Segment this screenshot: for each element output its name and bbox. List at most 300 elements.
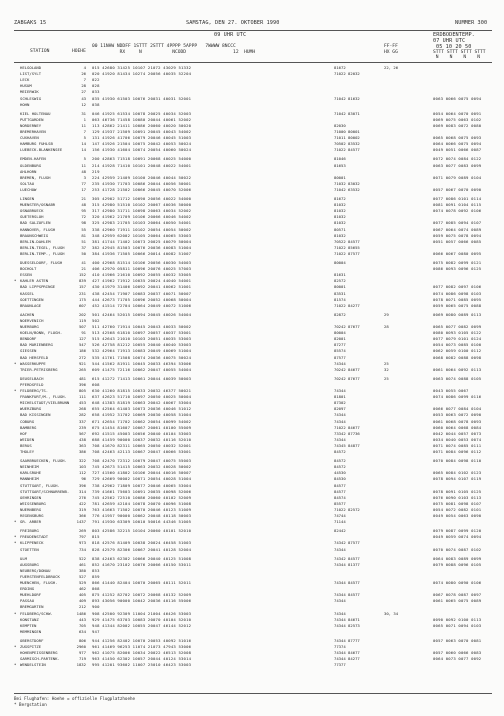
table-row bbox=[0, 604, 504, 609]
station-name: OEHRINGEN bbox=[20, 494, 42, 500]
soil-temperatures: 0075 0082 0099 0121 bbox=[433, 260, 482, 265]
soil-temperatures: 0060 0064 0068 0084 bbox=[433, 424, 482, 430]
weather-code: 81653 bbox=[334, 162, 346, 168]
station-name: BAD HERSFELD bbox=[20, 354, 49, 360]
soil-temperatures: 0069 0075 0063 0102 bbox=[433, 116, 482, 122]
table-row bbox=[0, 220, 504, 225]
station-height: 43 bbox=[81, 95, 86, 101]
table-row bbox=[0, 443, 504, 448]
station-height: 443 bbox=[78, 616, 86, 622]
table-row bbox=[0, 324, 504, 329]
station-height: 7 bbox=[83, 77, 86, 83]
synop-code: 035 41930 61503 10076 20031 40031 52001 bbox=[92, 95, 192, 101]
synop-code: 338 42960 71911 10102 20054 40054 50002 bbox=[92, 226, 192, 232]
synop-code: 948 41344 82002 10055 20047 46144 52012 bbox=[92, 622, 192, 628]
station-name: BREMEN, FLUGH bbox=[20, 174, 51, 180]
table-row bbox=[0, 260, 504, 265]
table-row bbox=[0, 388, 504, 393]
soil-temperatures: 0065 0071 0094 0103 bbox=[433, 622, 482, 628]
table-row bbox=[0, 547, 504, 552]
table-row bbox=[0, 528, 504, 533]
gust-value: 28 bbox=[384, 324, 389, 329]
weather-code: 81672 bbox=[334, 196, 346, 201]
table-row bbox=[0, 111, 504, 116]
station-height: 276 bbox=[78, 494, 86, 500]
soil-temperatures: 0069 0083 0072 0080 bbox=[433, 122, 482, 128]
station-height: 127 bbox=[78, 336, 86, 342]
synop-code: 320 41962 21709 10106 20066 40046 54002 bbox=[92, 214, 192, 220]
soil-temperatures: 0064 0083 0089 0099 bbox=[433, 555, 482, 561]
table-row bbox=[0, 449, 504, 454]
table-row bbox=[0, 592, 504, 597]
soil-temperatures: 0086 0093 0096 0125 bbox=[433, 266, 482, 272]
station-height: 272 bbox=[78, 354, 86, 360]
station-height: 212 bbox=[78, 604, 86, 610]
col-hx: HX GG bbox=[384, 50, 398, 55]
synop-code: 838 42463 62302 10066 20040 40125 51008 bbox=[92, 555, 192, 561]
station-height: 462 bbox=[78, 586, 86, 592]
station-height: 55 bbox=[81, 226, 86, 232]
station-height: 48 bbox=[81, 202, 86, 208]
synop-code: 608 bbox=[92, 381, 100, 387]
soil-temperatures: 0074 0078 0092 0106 bbox=[433, 208, 482, 214]
station-height: 17 bbox=[81, 186, 86, 192]
col-synop: 00 11NHW NDDFF 1STTT 2STTT 4PPPP 5APPP 7WWWW 8NCCC bbox=[92, 44, 236, 49]
station-height: 28 bbox=[81, 83, 86, 89]
synop-code: 727 41560 41802 10106 20044 40016 50007 bbox=[92, 470, 192, 476]
col-soil: STTT STTT STTT STTT bbox=[433, 50, 486, 55]
station-name: LECK bbox=[20, 77, 30, 83]
table-row bbox=[0, 297, 504, 302]
synop-code: 866 41440 82404 10070 20065 40111 52011 bbox=[92, 580, 192, 585]
weather-code: 74344 bbox=[334, 412, 346, 418]
station-height: 268 bbox=[78, 406, 86, 412]
weather-code: 71011 80002 bbox=[334, 135, 360, 141]
station-name: KLIPPENECK bbox=[20, 540, 44, 546]
table-row bbox=[0, 336, 504, 341]
table-row bbox=[0, 251, 504, 256]
station-height: 37 bbox=[81, 244, 86, 250]
weather-code: 80001 bbox=[334, 174, 346, 180]
weather-code: 85574 bbox=[334, 348, 346, 354]
station-name: HUSUM bbox=[20, 83, 32, 89]
weather-code: 71144 bbox=[334, 519, 346, 525]
table-row bbox=[0, 169, 504, 174]
col-synop-sub: RX N NCODD 12 HUMH bbox=[92, 50, 256, 55]
station-name: EMDEN-HAFEN bbox=[20, 156, 46, 162]
synop-code: 502 bbox=[92, 317, 100, 323]
synop-code: 384 41936 71505 10066 20014 40082 51007 bbox=[92, 250, 192, 256]
station-name: KASSEL bbox=[20, 290, 35, 296]
weather-code: 83531 bbox=[334, 290, 346, 296]
soil-temperatures: 0059 0075 0078 0094 bbox=[433, 232, 482, 238]
synop-code: 688 41459 90000 10037 20032 40116 52010 bbox=[92, 436, 192, 442]
table-row bbox=[0, 117, 504, 122]
weather-code: 71022 82032 bbox=[334, 71, 360, 77]
soil-temperatures: 0080 0093 0105 0122 bbox=[433, 330, 482, 336]
table-row bbox=[0, 419, 504, 424]
station-name: MANNHEIM bbox=[20, 476, 39, 482]
soil-temperatures: 0068 0082 0088 0098 bbox=[433, 354, 482, 360]
station-height: 186 bbox=[78, 348, 86, 354]
station-height: 529 bbox=[78, 580, 86, 585]
soil-temperatures: 0071 0084 0096 0112 bbox=[433, 449, 482, 454]
station-height: 282 bbox=[78, 412, 86, 418]
station-name: KEMPTEN bbox=[20, 622, 37, 628]
synop-code: 131 41926 41706 10079 20046 40045 51003 bbox=[92, 135, 192, 141]
synop-code: 908 42500 92309 11004 21004 46426 53003 bbox=[92, 610, 192, 616]
station-name: BERUS bbox=[20, 442, 32, 448]
weather-code: 71042 63532 bbox=[334, 186, 360, 192]
station-height: 26 bbox=[81, 71, 86, 77]
mountain-station-marker: * bbox=[14, 519, 17, 525]
table-row bbox=[0, 464, 504, 469]
station-name: AUGSBURG bbox=[20, 561, 39, 567]
station-height: 973 bbox=[78, 540, 86, 546]
station-name: BREMERHAVEN bbox=[20, 129, 46, 134]
station-height: 522 bbox=[78, 555, 86, 561]
table-row bbox=[0, 303, 504, 308]
bulletin-number: NUMMER 300 bbox=[455, 20, 488, 26]
station-name: BAMBERG bbox=[20, 424, 37, 430]
station-height: 175 bbox=[78, 296, 86, 302]
soil-temperatures: 0071 0074 0085 0111 bbox=[433, 442, 482, 448]
synop-code: 224 42959 21409 10100 20046 40044 50022 bbox=[92, 174, 192, 180]
weather-code: 81032 bbox=[334, 232, 346, 238]
weather-code: 77377 bbox=[334, 662, 346, 668]
mountain-station-marker: * bbox=[14, 662, 17, 668]
weather-code: 82872 bbox=[334, 311, 346, 317]
station-name: DUESSELDORF, FLUGH bbox=[20, 260, 63, 265]
table-row bbox=[0, 129, 504, 134]
weather-code: 70502 83532 bbox=[334, 141, 360, 147]
table-row bbox=[0, 400, 504, 405]
station-height: 363 bbox=[78, 442, 86, 448]
synop-code: 875 41252 82702 10072 20068 40132 52009 bbox=[92, 592, 192, 598]
weather-code: 81032 bbox=[334, 214, 346, 220]
table-row bbox=[0, 507, 504, 512]
table-row bbox=[0, 650, 504, 655]
soil-temperatures: 0078 0094 0107 0119 bbox=[433, 476, 482, 482]
station-name: BRAUNSCHWEIG bbox=[20, 232, 49, 238]
station-name: THOLEY bbox=[20, 449, 35, 454]
table-row bbox=[0, 187, 504, 192]
station-name: HELGOLAND bbox=[20, 65, 42, 70]
station-name: STOETTEN bbox=[20, 546, 39, 552]
weather-code: 87577 bbox=[334, 354, 346, 360]
station-name: BAD LIPPSPRINGE bbox=[20, 284, 56, 290]
table-row bbox=[0, 272, 504, 277]
soil-temperatures: 0074 0086 0098 0103 bbox=[433, 290, 482, 296]
soil-temperatures: 0054 0073 0085 0100 bbox=[433, 342, 482, 348]
table-row bbox=[0, 382, 504, 387]
station-name: KOELN/BONN, FLUGH. bbox=[20, 330, 63, 336]
table-row bbox=[0, 458, 504, 463]
station-height: 50 bbox=[81, 250, 86, 256]
station-height: 977 bbox=[78, 650, 86, 656]
soil-temp-time: 07 UHR UTC bbox=[433, 38, 466, 44]
synop-code: 200 42863 71518 10091 20068 40025 54000 bbox=[92, 156, 192, 162]
soil-temperatures: 0077 0086 0101 0114 bbox=[433, 196, 482, 201]
synop-code: 038 bbox=[92, 101, 100, 107]
col-hoehe: HOEHE bbox=[72, 49, 86, 54]
soil-temperatures: 0074 0080 0090 0106 bbox=[433, 580, 482, 585]
station-name: NUERNBERG bbox=[20, 506, 42, 512]
synop-code: 648 41383 81819 10063 20042 40067 53004 bbox=[92, 400, 192, 406]
synop-code: 513 42568 61810 10097 20057 40037 53001 bbox=[92, 330, 192, 336]
station-height: 719 bbox=[78, 656, 86, 662]
station-name: TRIER-PETRISBERG bbox=[20, 366, 58, 372]
soil-temperatures: 0063 0077 0083 0099 bbox=[433, 162, 482, 168]
station-height: 921 bbox=[78, 360, 86, 366]
station-name: KARLSRUHE bbox=[20, 470, 42, 476]
weather-code: 84572 bbox=[334, 449, 346, 454]
station-height: 51 bbox=[81, 238, 86, 244]
soil-temperatures: 0054 0072 0082 0101 bbox=[433, 506, 482, 512]
station-name: CUXHAVEN bbox=[20, 135, 39, 141]
table-row bbox=[0, 202, 504, 207]
weather-code: 71022 82572 bbox=[334, 506, 360, 512]
station-name: NORDERNEY bbox=[20, 122, 42, 128]
soil-temperatures: 0054 0064 0070 0091 bbox=[433, 110, 482, 116]
table-row bbox=[0, 437, 504, 442]
weather-code: 74342 87577 bbox=[334, 540, 360, 546]
synop-code: 900 bbox=[92, 604, 100, 610]
synop-code: 253 41728 21502 10066 20045 40070 52006 bbox=[92, 186, 192, 192]
station-name: BOCHOLT bbox=[20, 266, 37, 272]
soil-temperatures: 0049 0054 0063 0090 bbox=[433, 513, 482, 518]
station-name: OLDENBURG bbox=[20, 162, 42, 168]
station-height: 269 bbox=[78, 528, 86, 534]
synop-code: 325 42983 21705 10103 20064 40050 54001 bbox=[92, 220, 192, 226]
station-height: 7 bbox=[83, 129, 86, 134]
weather-code: 74344 bbox=[334, 388, 346, 393]
weather-code: 84577 bbox=[334, 488, 346, 494]
station-height: 112 bbox=[78, 470, 86, 476]
synop-code: 853 bbox=[92, 567, 100, 573]
weather-code: 74344 bbox=[334, 610, 346, 616]
gust-value: 25 bbox=[384, 360, 389, 366]
table-row bbox=[0, 483, 504, 488]
station-height: 152 bbox=[78, 272, 86, 278]
table-row bbox=[0, 586, 504, 591]
weather-code: 84572 bbox=[334, 464, 346, 470]
soil-temperatures: 0090 0092 0100 0113 bbox=[433, 616, 482, 622]
table-row bbox=[0, 617, 504, 622]
station-name: DEUSELBACH bbox=[20, 375, 44, 381]
station-name: GR. ARBER bbox=[20, 519, 42, 525]
weather-code: 84574 bbox=[334, 494, 346, 500]
weather-code: 81032 bbox=[334, 208, 346, 214]
gust-value: 22, 26 bbox=[384, 65, 399, 70]
table-row bbox=[0, 291, 504, 296]
station-height: 409 bbox=[78, 598, 86, 604]
station-name: STUTTGART/SCHNARRENB. bbox=[20, 488, 70, 494]
synop-code: 929 41475 63703 10083 20070 40104 52010 bbox=[92, 616, 192, 622]
table-row bbox=[0, 342, 504, 347]
soil-temperatures: 0079 0088 0096 0105 bbox=[433, 561, 482, 567]
synop-code: 410 41966 21610 10092 20055 40032 53005 bbox=[92, 272, 192, 278]
station-height: 634 bbox=[78, 628, 86, 634]
station-name: ZUGSPITZE bbox=[20, 644, 42, 649]
table-row bbox=[0, 489, 504, 494]
station-height: 396 bbox=[78, 381, 86, 387]
station-name: NUERBURG bbox=[20, 324, 39, 329]
mountain-station-marker: * bbox=[14, 360, 17, 366]
station-height: 705 bbox=[78, 622, 86, 628]
station-height: 5 bbox=[83, 135, 86, 141]
station-name: FELDBERG/SCHW. bbox=[20, 610, 53, 616]
weather-code: 74344 84577 bbox=[334, 592, 360, 598]
synop-code: 427 41962 71912 10035 20024 44040 54001 bbox=[92, 278, 192, 284]
soil-temperatures: 0066 0077 0084 0104 bbox=[433, 406, 482, 412]
synop-code: 763 41663 71502 10070 20046 40123 51009 bbox=[92, 506, 192, 512]
table-row bbox=[0, 623, 504, 628]
station-height: 366 bbox=[78, 513, 86, 518]
table-row bbox=[0, 470, 504, 475]
weather-code: 74344 bbox=[334, 360, 346, 366]
synop-code: 400 42968 81514 10106 20056 40030 54003 bbox=[92, 260, 192, 265]
soil-temperatures: 0077 0082 0097 0106 bbox=[433, 284, 482, 290]
station-height: 567 bbox=[78, 430, 86, 436]
synop-code: 615 41272 71413 10061 20044 40039 50003 bbox=[92, 375, 192, 381]
soil-temperatures: 0043 0055 0067 bbox=[433, 388, 469, 393]
station-height: 239 bbox=[78, 424, 86, 430]
table-row bbox=[0, 245, 504, 250]
station-name: MEMMINGEN bbox=[20, 628, 42, 634]
weather-code: 81631 bbox=[334, 272, 346, 278]
synop-code: 745 42673 51415 10063 20032 40028 50002 bbox=[92, 464, 192, 470]
soil-temperatures: 0077 0085 0094 0107 bbox=[433, 220, 482, 226]
station-name: GIESSEN bbox=[20, 348, 37, 354]
table-row bbox=[0, 644, 504, 649]
station-name: FELDBERG/TS. bbox=[20, 388, 49, 393]
weather-code: 81672 bbox=[334, 65, 346, 70]
table-row bbox=[0, 65, 504, 70]
weather-code: 84572 bbox=[334, 458, 346, 464]
table-row bbox=[0, 406, 504, 411]
station-name: LINGEN bbox=[20, 196, 35, 201]
weather-code: 74344 87777 bbox=[334, 637, 360, 643]
weather-code: 74744 bbox=[334, 513, 346, 518]
synop-code: 022 bbox=[92, 77, 100, 83]
station-height: 806 bbox=[78, 637, 86, 643]
soil-temperatures: 0063 0074 0088 0105 bbox=[433, 375, 482, 381]
synop-code: 214 41928 71410 10101 20048 40022 54001 bbox=[92, 162, 192, 168]
table-row bbox=[0, 519, 504, 524]
synop-code: 671 42654 71702 10062 20054 40099 54002 bbox=[92, 418, 192, 424]
table-row bbox=[0, 175, 504, 180]
table-row bbox=[0, 266, 504, 271]
table-row bbox=[0, 214, 504, 219]
station-name: ESSEN bbox=[20, 272, 32, 278]
synop-code: 738 42962 71809 10077 20046 40065 53004 bbox=[92, 482, 192, 488]
soil-temperatures: 0062 0059 0100 0112 bbox=[433, 348, 482, 354]
synop-code: 526 42758 81212 10055 20040 40040 53003 bbox=[92, 342, 192, 348]
station-height: 1 bbox=[83, 116, 86, 122]
station-height: 265 bbox=[78, 366, 86, 372]
station-name: PASSAU bbox=[20, 598, 35, 604]
station-name: BERLIN-TEMP., FLUGH bbox=[20, 250, 65, 256]
station-name: FRANKFURT/M., FLUGH. bbox=[20, 394, 67, 400]
table-row bbox=[0, 662, 504, 667]
synop-code: 015 42680 31425 10107 21072 43029 51332 bbox=[92, 65, 192, 70]
synop-code: 637 42623 51710 10097 20050 40025 50004 bbox=[92, 394, 192, 400]
station-height: 380 bbox=[78, 567, 86, 573]
station-height: 21 bbox=[81, 266, 86, 272]
synop-code: 739 41661 75603 10091 20035 40098 52006 bbox=[92, 488, 192, 494]
synop-code: 444 42673 71705 10096 20052 40068 50004 bbox=[92, 296, 192, 302]
station-height: 95 bbox=[81, 208, 86, 214]
table-row bbox=[0, 123, 504, 128]
weather-code: 87302 bbox=[334, 400, 346, 406]
table-row bbox=[0, 77, 504, 82]
synop-code: 381 41744 71402 10073 20025 40079 50004 bbox=[92, 238, 192, 244]
soil-temperatures: 0061 0068 0078 0093 bbox=[433, 418, 482, 424]
station-height: 1486 bbox=[76, 610, 86, 616]
station-name: BREMGARTEN bbox=[20, 604, 44, 610]
weather-code: 74342 84577 bbox=[334, 555, 360, 561]
weather-code: 71042 83071 bbox=[334, 110, 360, 116]
weather-code: 77374 bbox=[334, 644, 346, 649]
table-row bbox=[0, 574, 504, 579]
station-name: NOERVENICH bbox=[20, 317, 44, 323]
table-row bbox=[0, 534, 504, 539]
weather-code: 71022 85655 bbox=[334, 244, 360, 250]
weather-code: 80004 bbox=[334, 260, 346, 265]
station-height: 72 bbox=[81, 214, 86, 220]
table-row bbox=[0, 412, 504, 417]
soil-temperatures: 0078 0091 0105 0125 bbox=[433, 488, 482, 494]
station-height: 422 bbox=[78, 500, 86, 506]
station-height: 481 bbox=[78, 375, 86, 381]
station-height: 797 bbox=[78, 534, 86, 540]
station-height: 453 bbox=[78, 400, 86, 406]
station-name: PUTTGARDEN bbox=[20, 116, 44, 122]
soil-temperatures: 0053 0063 0072 0090 bbox=[433, 412, 482, 418]
station-name: BERLIN-DAHLEM bbox=[20, 238, 51, 244]
station-height: 461 bbox=[78, 561, 86, 567]
synop-code: 776 41957 90000 10062 20048 40118 50003 bbox=[92, 513, 192, 518]
footer-note-mountain: * Bergstation bbox=[14, 702, 47, 707]
station-name: LIST/SYLT bbox=[20, 71, 42, 77]
synop-code: 961 41469 96253 11074 21073 47943 53006 bbox=[92, 644, 192, 649]
soil-temperatures: 0077 0079 0101 0124 bbox=[433, 336, 482, 342]
station-name: MUEHLDORF bbox=[20, 592, 42, 598]
weather-code: 74344 bbox=[334, 598, 346, 604]
synop-code: 382 42945 81503 10076 20036 40083 51004 bbox=[92, 244, 192, 250]
synop-code: 781 42659 42104 10078 20070 40096 51008 bbox=[92, 500, 192, 506]
weather-code: 82001 bbox=[334, 336, 346, 342]
table-row bbox=[0, 513, 504, 518]
synop-code: 791 41930 63309 10010 50016 44346 51005 bbox=[92, 519, 192, 525]
station-name: KAHLER ASTEN bbox=[20, 278, 49, 284]
station-name: GARMISCH-PARTENK. bbox=[20, 656, 60, 662]
weather-code: 73342 87736 bbox=[334, 430, 360, 436]
weather-code: 74344 bbox=[334, 418, 346, 424]
table-row bbox=[0, 89, 504, 94]
table-row bbox=[0, 71, 504, 76]
station-name: WEIDEN bbox=[20, 436, 35, 442]
synop-code: 535 41761 71508 10074 20036 40075 50024 bbox=[92, 354, 192, 360]
weather-code: 71022 87577 bbox=[334, 250, 360, 256]
table-row bbox=[0, 96, 504, 101]
table-row bbox=[0, 476, 504, 481]
soil-temperatures: 0076 0090 0103 0113 bbox=[433, 494, 482, 500]
station-height: 405 bbox=[78, 592, 86, 598]
table-row bbox=[0, 394, 504, 399]
col-station: STATION bbox=[30, 49, 50, 54]
